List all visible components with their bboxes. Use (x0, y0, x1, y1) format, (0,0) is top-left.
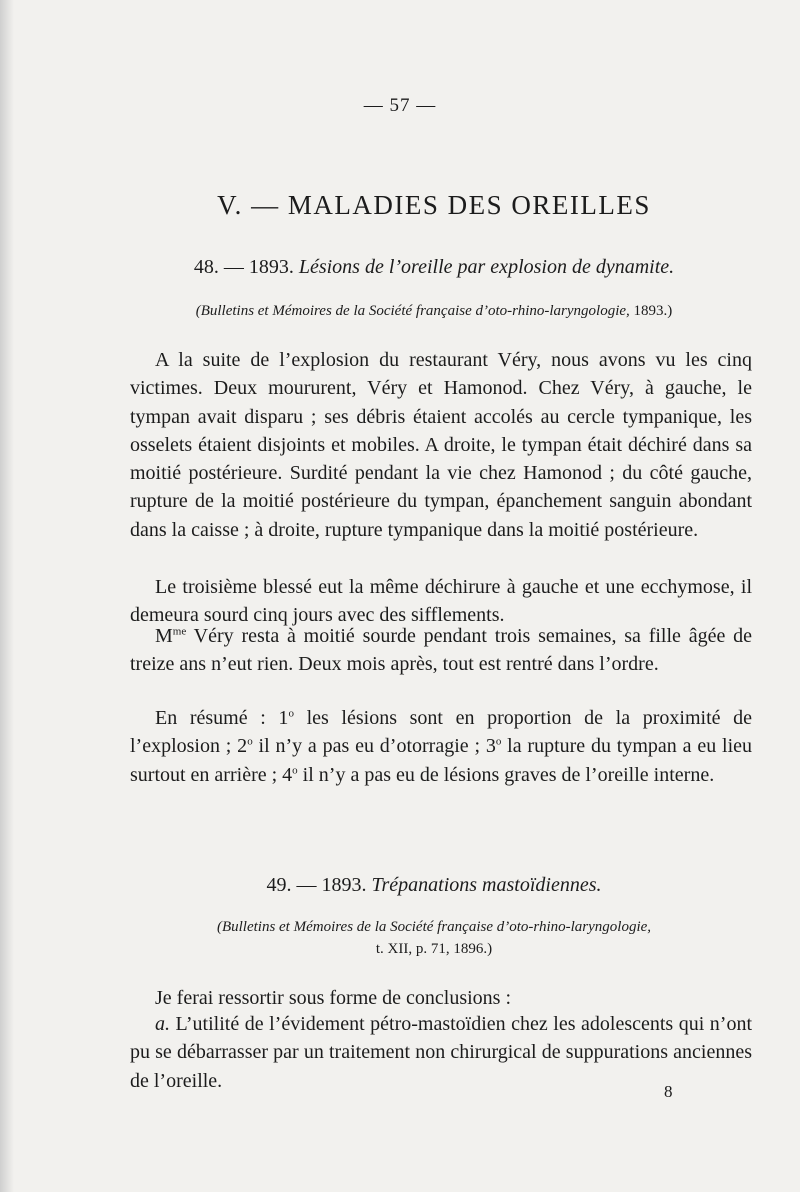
entry-49-source-journal: (Bulletins et Mémoires de la Société française d’oto-rhino-laryngologie, (216, 919, 652, 935)
entry-48-heading (0, 256, 800, 279)
entry-48-paragraph-1: A la suite de l’explosion du restaurant Véry, nous avons vu les cinq victimes. Deux moururent, Véry et Hamonod. Chez Véry, à gauche, le tympan avait disparu ; ses débris étaient accolés au cercle tympanique, les osselets étaient disjoints et mobiles. A droite, le tympan était déchiré dans sa moitié postérieure. Surdité pendant la vie chez Hamonod ; du côté gauche, rupture de la moitié postérieure du tympan, épanchement sanguin abondant dans la caisse ; à droite, rupture tympanique dans la moitié postérieure. (130, 349, 752, 541)
p4-part-e: il n’y a pas eu de lésions graves de l’oreille interne. (297, 763, 715, 786)
p3-rest: Véry resta à moitié sourde pendant trois semaines, sa fille âgée de treize ans n’eut rien. Deux mois après, tout est rentré dans l’ordre. (130, 625, 752, 676)
p4-sup-2: o (247, 735, 253, 748)
entry-48-paragraph-4 (130, 704, 752, 789)
entry-49-paragraph-2 (130, 1010, 752, 1095)
entry-49-title: Trépanations mastoïdiennes. (371, 874, 602, 896)
p4-sup-3: o (495, 735, 502, 748)
p4-part-d: la rupture du tympan a eu lieu surtout en arrière ; 4 (130, 735, 753, 786)
p4-sup-1: o (288, 707, 294, 720)
p3-m: M (155, 625, 173, 647)
entry-49-source (0, 916, 800, 960)
p4-sup-4: o (292, 763, 298, 776)
p3-sup: me (172, 625, 187, 638)
entry-48-source (0, 300, 800, 322)
signature-mark: 8 (664, 1082, 673, 1101)
p4-part-c: il n’y a pas eu d’otorragie ; 3 (252, 735, 496, 758)
entry-48-number: 48. — 1893. (193, 256, 294, 278)
entry-49-paragraph-2-text: L’utilité de l’évidement pétro-mastoïdien chez les adolescents qui n’ont pu se débarrasser par un traitement non chirurgical de suppurations anciennes de l’oreille. (130, 1013, 752, 1092)
entry-49-letter-a: a. (155, 1013, 170, 1035)
p4-part-a: En résumé : 1 (155, 707, 289, 729)
entry-48-paragraph-2: Le troisième blessé eut la même déchirure à gauche et une ecchymose, il demeura sourd cinq jours avec des sifflements. (130, 576, 752, 627)
entry-49-source-volume: t. XII, p. 71, 1896.) (375, 941, 493, 957)
entry-48-title: Lésions de l’oreille par explosion de dynamite. (298, 256, 675, 278)
chapter-title: V. — MALADIES DES OREILLES (217, 190, 651, 220)
entry-49-paragraph-1: Je ferai ressortir sous forme de conclusions : (155, 987, 512, 1009)
page-number: — 57 — (363, 95, 437, 116)
entry-49-number: 49. — 1893. (266, 874, 367, 896)
entry-48-paragraph-3 (130, 622, 752, 679)
entry-49-heading (0, 874, 800, 897)
p4-part-b: les lésions sont en proportion de la proximité de l’explosion ; 2 (130, 707, 753, 758)
entry-48-source-journal: (Bulletins et Mémoires de la Société française d’oto-rhino-laryngologie, (195, 303, 630, 319)
entry-48-source-year: 1893.) (629, 303, 673, 319)
